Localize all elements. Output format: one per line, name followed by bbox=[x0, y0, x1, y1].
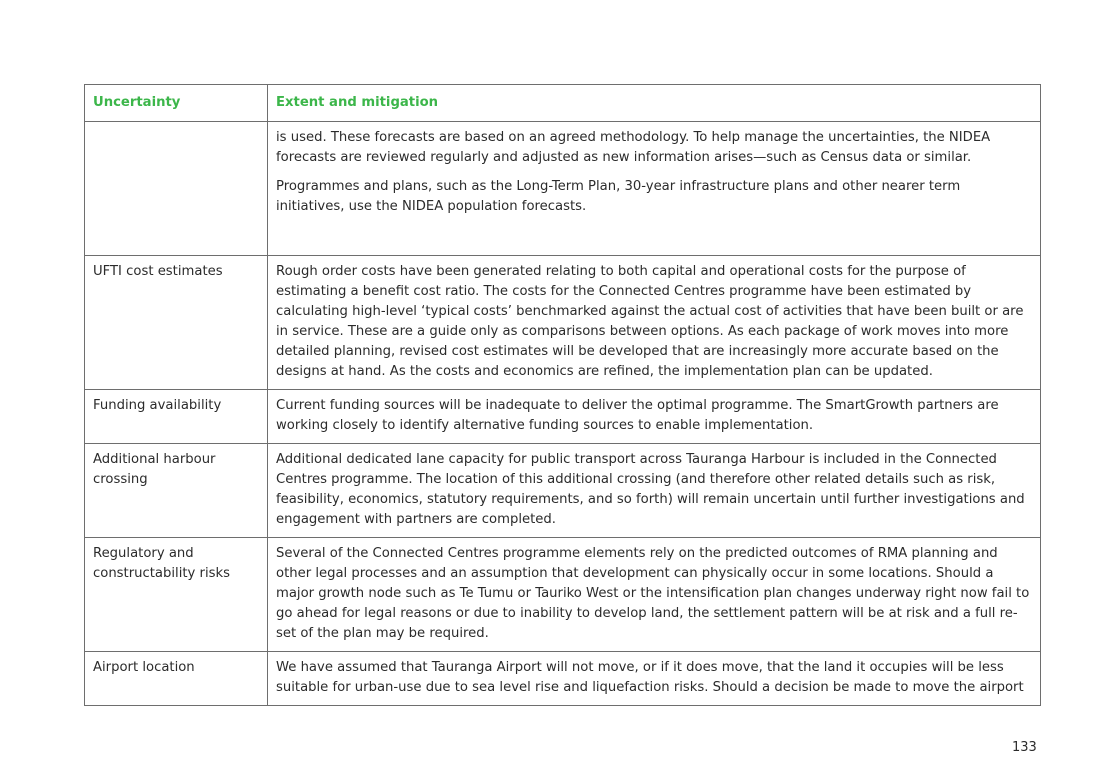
mitigation-cell bbox=[268, 256, 1041, 390]
mitigation-paragraph: Programmes and plans, such as the Long-Term Plan, 30-year infrastructure plans and other nearer term initiatives, use the NIDEA population forecasts. bbox=[276, 179, 961, 214]
uncertainty-cell: UFTI cost estimates bbox=[85, 256, 268, 390]
uncertainty-cell: Regulatory and constructability risks bbox=[85, 538, 268, 652]
mitigation-paragraph: Rough order costs have been generated relating to both capital and operational costs for the purpose of estimating a benefit cost ratio. The costs for the Connected Centres programme have been estimated by calculating high-level ‘typical costs’ benchmarked against the actual cost of activities that have been built or are in service. These are a guide only as comparisons between options. As each package of work moves into more detailed planning, revised cost estimates will be developed that are increasingly more accurate based on the designs at hand. As the costs and economics are refined, the implementation plan can be updated. bbox=[276, 264, 1024, 379]
table-row bbox=[85, 444, 1041, 538]
table-header-row bbox=[85, 85, 1041, 122]
mitigation-cell bbox=[268, 538, 1041, 652]
table-row bbox=[85, 538, 1041, 652]
mitigation-cell bbox=[268, 122, 1041, 256]
mitigation-paragraph: is used. These forecasts are based on an agreed methodology. To help manage the uncertainties, the NIDEA forecasts are reviewed regularly and adjusted as new information arises—such as Census data or similar. bbox=[276, 130, 991, 165]
mitigation-cell bbox=[268, 652, 1041, 706]
table-row bbox=[85, 122, 1041, 256]
mitigation-paragraph: We have assumed that Tauranga Airport will not move, or if it does move, that the land it occupies will be less suitable for urban-use due to sea level rise and liquefaction risks. Should a decision be made to move the airport bbox=[276, 660, 1024, 695]
header-uncertainty: Uncertainty bbox=[85, 85, 268, 122]
mitigation-cell bbox=[268, 444, 1041, 538]
table-row bbox=[85, 652, 1041, 706]
uncertainty-table bbox=[84, 84, 1041, 706]
mitigation-paragraph: Several of the Connected Centres programme elements rely on the predicted outcomes of RMA planning and other legal processes and an assumption that development can physically occur in some locations. Should a major growth node such as Te Tumu or Tauriko West or the intensification plan changes underway right now fail to go ahead for legal reasons or due to inability to develop land, the settlement pattern will be at risk and a full re-set of the plan may be required. bbox=[276, 546, 1030, 641]
page-number: 133 bbox=[1012, 740, 1037, 755]
header-extent-and-mitigation: Extent and mitigation bbox=[268, 85, 1041, 122]
uncertainty-cell: Airport location bbox=[85, 652, 268, 706]
mitigation-paragraph: Current funding sources will be inadequate to deliver the optimal programme. The SmartGrowth partners are working closely to identify alternative funding sources to enable implementation. bbox=[276, 398, 999, 433]
table-row bbox=[85, 256, 1041, 390]
mitigation-cell bbox=[268, 390, 1041, 444]
uncertainty-cell: Additional harbour crossing bbox=[85, 444, 268, 538]
uncertainty-cell bbox=[85, 122, 268, 256]
mitigation-paragraph: Additional dedicated lane capacity for public transport across Tauranga Harbour is included in the Connected Centres programme. The location of this additional crossing (and therefore other related details such as risk, feasibility, economics, statutory requirements, and so forth) will remain uncertain until further investigations and engagement with partners are completed. bbox=[276, 452, 1025, 527]
uncertainty-cell: Funding availability bbox=[85, 390, 268, 444]
table-row bbox=[85, 390, 1041, 444]
